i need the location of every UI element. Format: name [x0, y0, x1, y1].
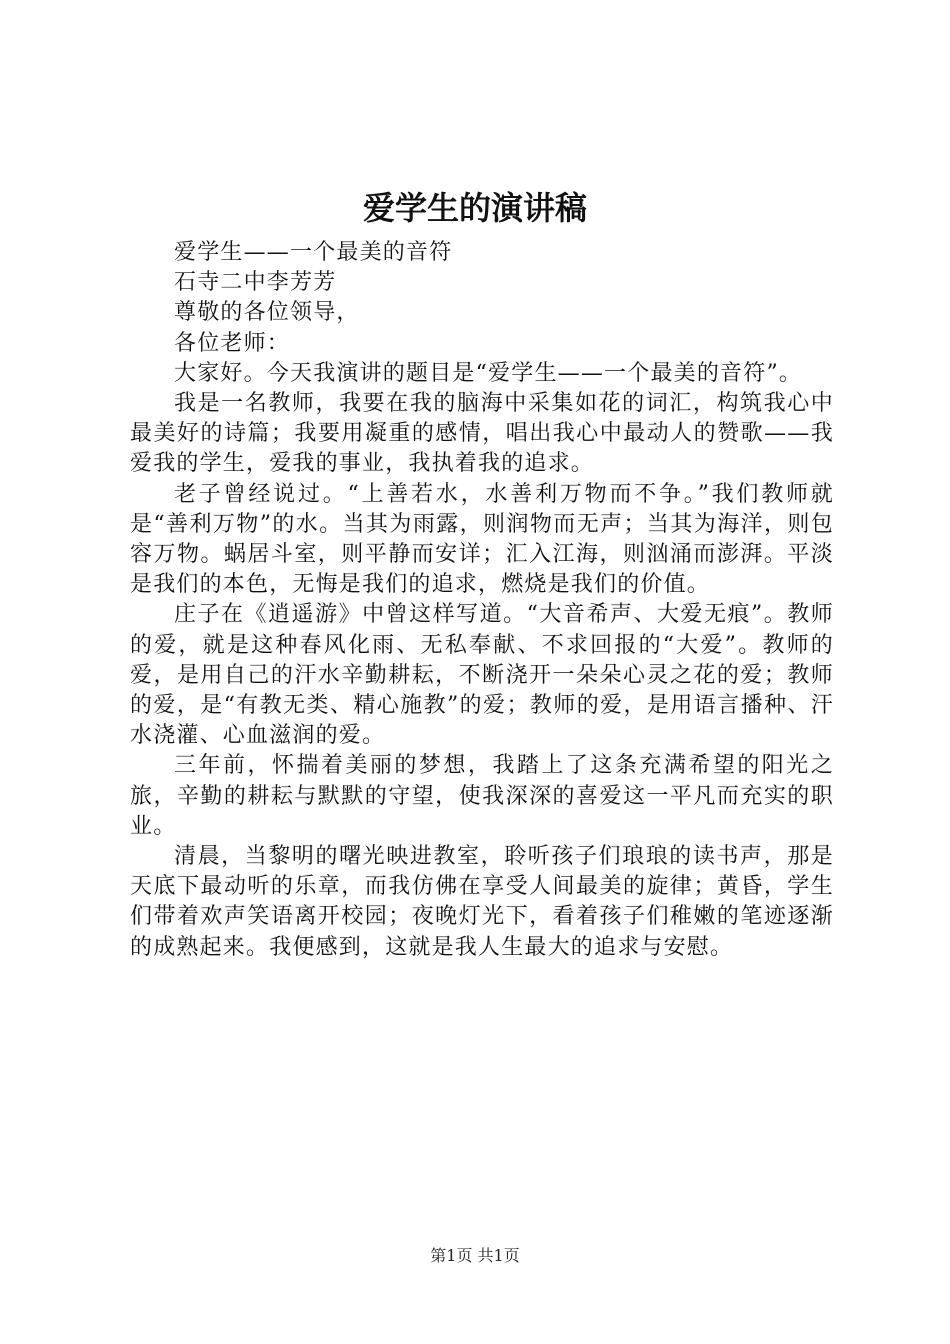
paragraph: 老子曾经说过。“上善若水，水善利万物而不争。”我们教师就是“善利万物”的水。当其为雨露，则润物而无声；当其为海洋，则包容万物。蜗居斗室，则平静而安详；汇入江海，则汹涌而澎湃。平淡是我们的本色，无悔是我们的追求，燃烧是我们的价值。 [130, 481, 834, 598]
document-body [130, 238, 834, 963]
document-title: 爱学生的演讲稿 [362, 189, 587, 227]
salutation-teachers: 各位老师： [174, 330, 291, 356]
paragraph: 我是一名教师，我要在我的脑海中采集如花的词汇，构筑我心中最美好的诗篇；我要用凝重的感情，唱出我心中最动人的赞歌——我爱我的学生，爱我的事业，我执着我的追求。 [130, 391, 834, 477]
paragraph: 庄子在《逍遥游》中曾这样写道。“大音希声、大爱无痕”。教师的爱，就是这种春风化雨、无私奉献、不求回报的“大爱”。教师的爱，是用自己的汗水辛勤耕耘，不断浇开一朵朵心灵之花的爱；教师的爱，是“有教无类、精心施教”的爱；教师的爱，是用语言播种、汗水浇灌、心血滋润的爱。 [130, 602, 834, 749]
subtitle: 爱学生——一个最美的音符 [174, 240, 453, 265]
paragraph: 三年前，怀揣着美丽的梦想，我踏上了这条充满希望的阳光之旅，辛勤的耕耘与默默的守望，使我深深的喜爱这一平凡而充实的职业。 [130, 753, 834, 839]
author-line: 石寺二中李芳芳 [174, 270, 337, 296]
page-footer: 第1页 共1页 [430, 1246, 520, 1265]
paragraph: 清晨，当黎明的曙光映进教室，聆听孩子们琅琅的读书声，那是天底下最动听的乐章，而我仿佛在享受人间最美的旋律；黄昏，学生们带着欢声笑语离开校园；夜晚灯光下，看着孩子们稚嫩的笔迹逐渐的成熟起来。我便感到，这就是我人生最大的追求与安慰。 [130, 844, 834, 960]
paragraph: 大家好。今天我演讲的题目是“爱学生——一个最美的音符”。 [174, 360, 803, 386]
salutation-leaders: 尊敬的各位领导， [174, 300, 360, 326]
